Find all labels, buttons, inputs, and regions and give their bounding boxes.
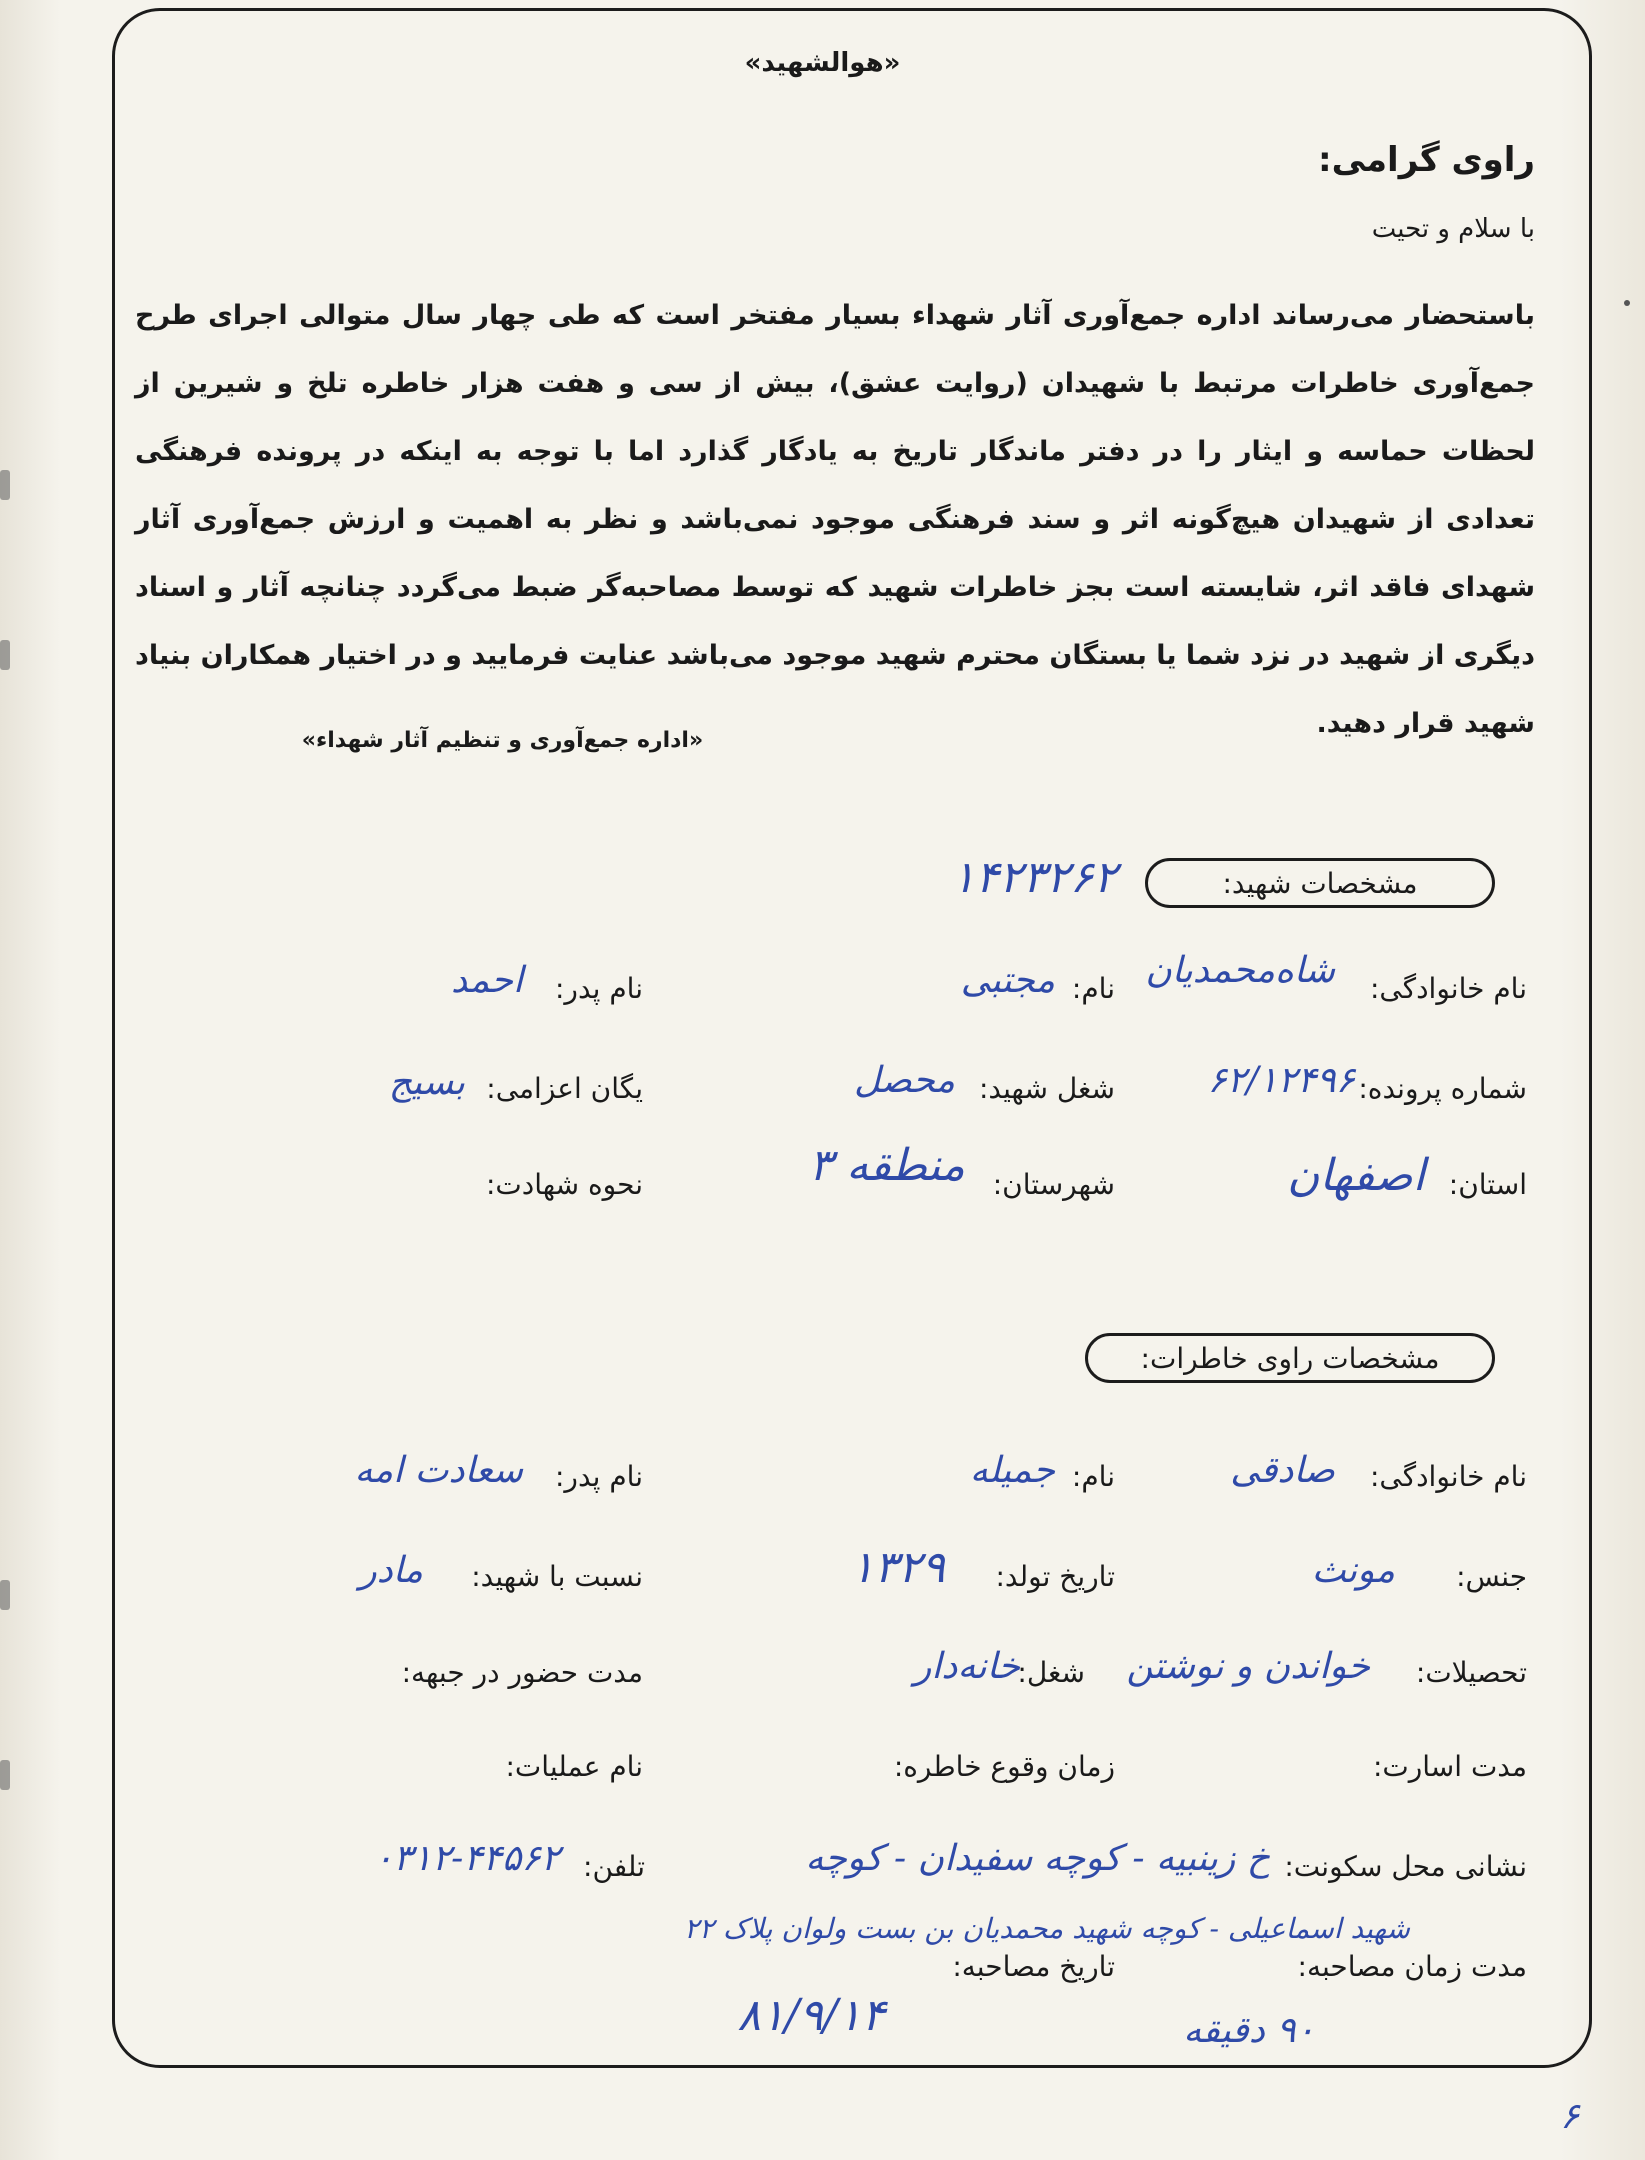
binding-hole xyxy=(0,1580,10,1610)
narrator-job-label: شغل: xyxy=(1017,1656,1085,1689)
narrator-education-label: تحصیلات: xyxy=(1415,1656,1527,1689)
martyr-name-value[interactable]: مجتبی xyxy=(960,960,1055,1001)
narrator-job-value[interactable]: خانه‌دار xyxy=(914,1646,1020,1687)
martyr-job-value[interactable]: محصل xyxy=(853,1060,955,1101)
narrator-gender-label: جنس: xyxy=(1456,1560,1527,1593)
narrator-relation-value[interactable]: مادر xyxy=(359,1550,423,1591)
narrator-birth-value[interactable]: ۱۳۲۹ xyxy=(850,1542,945,1593)
interview-duration-label: مدت زمان مصاحبه: xyxy=(1297,1950,1527,1983)
martyr-id-number: ۱۴۲۳۲۶۲ xyxy=(951,852,1117,903)
phone-value[interactable]: ۰۳۱۲-۴۴۵۶۲ xyxy=(373,1838,560,1879)
address-line-2[interactable]: شهید اسماعیلی - کوچه شهید محمدیان بن بست ولوان پلاک ۲۲ xyxy=(683,1912,1410,1945)
martyr-family-value[interactable]: شاه‌محمدیان xyxy=(1145,950,1335,991)
narrator-education-value[interactable]: خواندن و نوشتن xyxy=(1126,1646,1370,1687)
martyr-province-label: استان: xyxy=(1448,1168,1527,1201)
captivity-label: مدت اسارت: xyxy=(1372,1750,1527,1783)
narrator-father-value[interactable]: سعادت امه xyxy=(354,1450,523,1491)
address-value[interactable]: خ زینبیه - کوچه سفیدان - کوچه xyxy=(805,1838,1270,1879)
narrator-family-value[interactable]: صادقی xyxy=(1230,1450,1335,1491)
narrator-family-label: نام خانوادگی: xyxy=(1369,1460,1527,1493)
martyr-unit-value[interactable]: بسیج xyxy=(388,1062,465,1103)
interview-duration-value[interactable]: ۹۰ دقیقه xyxy=(1183,2010,1315,2051)
martyr-name-label: نام: xyxy=(1071,972,1115,1005)
martyr-file-value[interactable]: ۶۲/۱۲۴۹۶ xyxy=(1207,1060,1355,1101)
signoff: «اداره جمع‌آوری و تنظیم آثار شهداء» xyxy=(301,728,704,753)
narrator-relation-label: نسبت با شهید: xyxy=(471,1560,643,1593)
martyr-file-label: شماره پرونده: xyxy=(1358,1072,1527,1105)
narrator-father-label: نام پدر: xyxy=(554,1460,643,1493)
narrator-name-label: نام: xyxy=(1071,1460,1115,1493)
martyr-family-label: نام خانوادگی: xyxy=(1369,972,1527,1005)
binding-hole xyxy=(0,640,10,670)
memory-time-label: زمان وقوع خاطره: xyxy=(893,1750,1115,1783)
martyr-section-title: مشخصات شهید: xyxy=(1145,858,1495,908)
front-duration-label: مدت حضور در جبهه: xyxy=(401,1656,643,1689)
interview-date-value[interactable]: ۸۱/۹/۱۴ xyxy=(737,1990,885,2041)
margin-dot xyxy=(1624,300,1630,306)
greeting-heading: راوی گرامی: xyxy=(1318,140,1535,180)
page-title: «هوالشهید» xyxy=(744,48,901,78)
operation-label: نام عملیات: xyxy=(505,1750,643,1783)
martyr-province-value[interactable]: اصفهان xyxy=(1287,1150,1425,1201)
salutation: با سلام و تحیت xyxy=(1371,214,1535,244)
narrator-name-value[interactable]: جمیله xyxy=(969,1450,1055,1491)
martyr-father-value[interactable]: احمد xyxy=(451,960,523,1001)
address-label: نشانی محل سکونت: xyxy=(1284,1850,1527,1883)
page-mark: ۶ xyxy=(1560,2096,1580,2137)
narrator-birth-label: تاریخ تولد: xyxy=(995,1560,1115,1593)
martyr-father-label: نام پدر: xyxy=(554,972,643,1005)
martyr-city-label: شهرستان: xyxy=(992,1168,1115,1201)
martyr-job-label: شغل شهید: xyxy=(978,1072,1115,1105)
phone-label: تلفن: xyxy=(583,1850,645,1883)
binding-hole xyxy=(0,1760,10,1790)
narrator-gender-value[interactable]: مونث xyxy=(1311,1550,1395,1591)
interview-date-label: تاریخ مصاحبه: xyxy=(952,1950,1115,1983)
narrator-section-title: مشخصات راوی خاطرات: xyxy=(1085,1333,1495,1383)
martyr-unit-label: یگان اعزامی: xyxy=(486,1072,643,1105)
intro-paragraph: باستحضار می‌رساند اداره جمع‌آوری آثار شهداء بسیار مفتخر است که طی چهار سال متوالی اجرای طرح جمع‌آوری خاطرات مرتبط با شهیدان (روایت عشق)، بیش از سی و هفت هزار خاطره تلخ و شیرین از لحظات حماسه و ایثار را در دفتر ماندگار تاریخ به یادگار گذارد اما با توجه به اینکه در پرونده فرهنگی تعدادی از شهیدان هیچ‌گونه اثر و سند فرهنگی موجود نمی‌باشد و نظر به اهمیت و ارزش جمع‌آوری آثار شهدای فاقد اثر، شایسته است بجز خاطرات شهید که توسط مصاحبه‌گر ضبط می‌گردد چنانچه آثار و اسناد دیگری از شهید در نزد شما یا بستگان محترم شهید موجود می‌باشد عنایت فرمایید و در اختیار همکاران بنیاد شهید قرار دهید. xyxy=(135,300,1535,739)
martyrdom-method-label: نحوه شهادت: xyxy=(485,1168,643,1201)
martyr-city-value[interactable]: منطقه ۳ xyxy=(808,1140,965,1191)
binding-hole xyxy=(0,470,10,500)
